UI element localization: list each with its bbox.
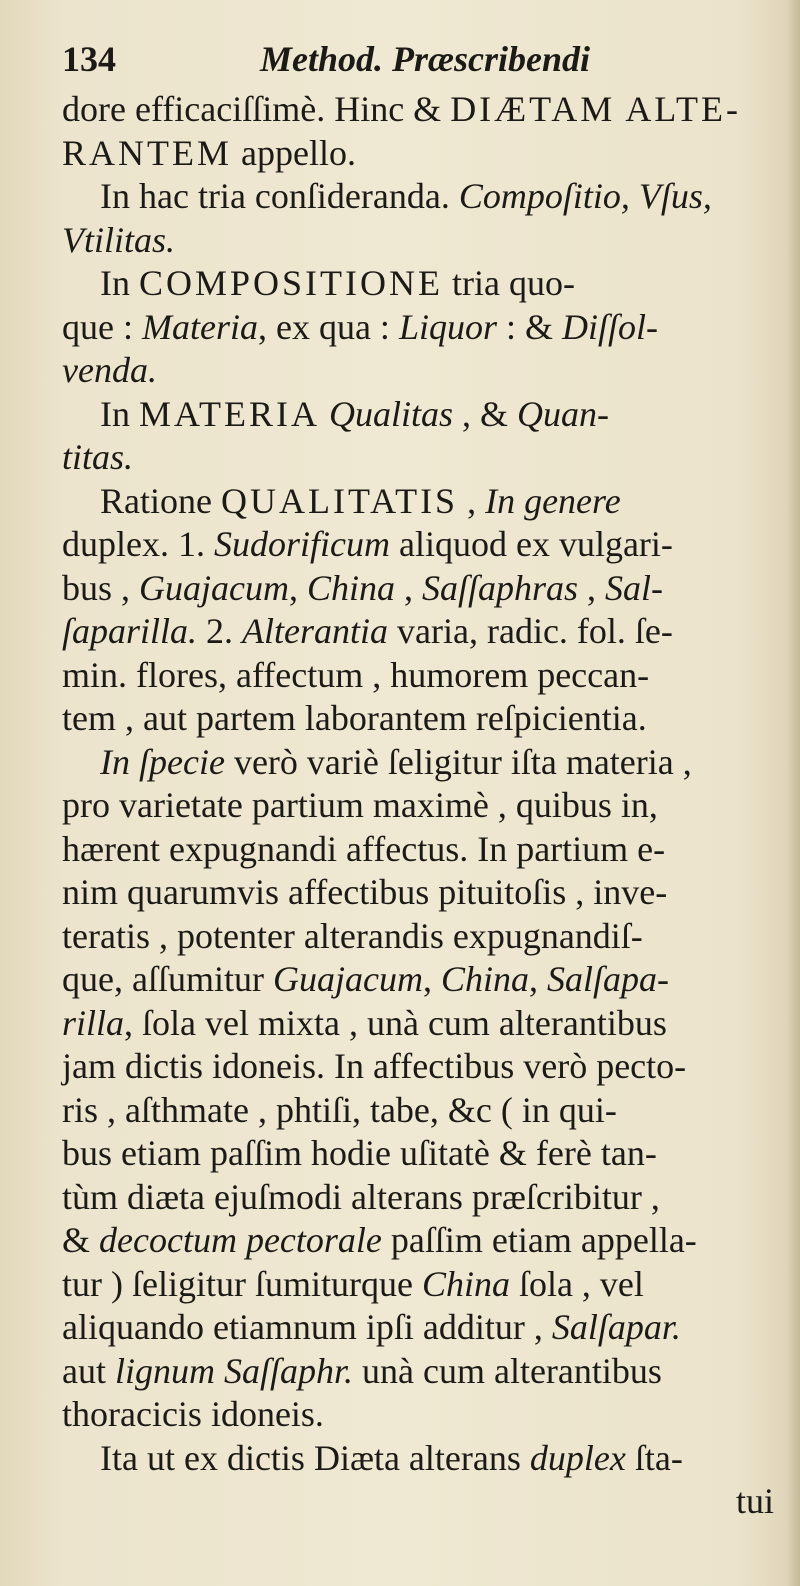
- text-run: COMPOSITIONE: [139, 263, 444, 303]
- text-line: [62, 219, 774, 263]
- text-run: Saſſaphras: [422, 567, 579, 608]
- text-line: [62, 958, 774, 1002]
- text-run: Liquor: [398, 306, 497, 347]
- text-run: ,: [458, 480, 486, 521]
- text-line: [62, 175, 774, 219]
- text-run: dore efficaciſſimè. Hinc &: [62, 89, 451, 129]
- text-line: [62, 828, 774, 872]
- text-run: duplex. 1.: [62, 524, 214, 564]
- text-line: [62, 1219, 774, 1263]
- text-run: : &: [496, 306, 562, 347]
- text-run: China: [421, 1263, 510, 1304]
- text-run: thoracicis idoneis.: [62, 1394, 324, 1434]
- page-number: 134: [62, 39, 116, 79]
- text-run: tui: [735, 1481, 774, 1521]
- text-run: RANTEM: [62, 132, 232, 173]
- text-line: [62, 480, 774, 524]
- text-run: lignum Saſſaphr.: [114, 1350, 354, 1391]
- text-run: duplex: [529, 1437, 626, 1478]
- text-line: [62, 567, 774, 611]
- text-run: China: [440, 959, 529, 999]
- text-line: [62, 1306, 774, 1350]
- running-title: Method. Præscribendi: [260, 39, 591, 79]
- text-run: paſſim etiam appella-: [381, 1220, 697, 1260]
- text-run: bus ,: [62, 567, 140, 608]
- text-run: jam dictis idoneis. In affectibus verò pecto-: [62, 1046, 687, 1086]
- text-line: [62, 1176, 774, 1220]
- text-run: Guajacum: [139, 567, 289, 608]
- text-run: ,: [578, 567, 606, 608]
- text-line: [62, 393, 774, 437]
- text-run: , ex qua :: [257, 306, 399, 347]
- text-run: ris , aſthmate , phtiſi, tabe, &c ( in qui-: [62, 1089, 617, 1130]
- text-run: aliquod ex vulgari-: [389, 524, 673, 564]
- text-run: aut: [62, 1350, 115, 1391]
- text-run: In genere: [485, 480, 621, 521]
- text-run: Sal-: [605, 567, 664, 608]
- text-run: Vtilitas.: [62, 219, 176, 260]
- text-run: Compoſitio, Vſus,: [458, 176, 712, 216]
- text-run: , &: [453, 393, 518, 434]
- text-run: bus etiam paſſim hodie uſitatè & ferè tan-: [62, 1133, 657, 1173]
- text-run: Quan-: [517, 393, 610, 434]
- text-run: titas.: [62, 437, 134, 477]
- text-line: [62, 1480, 774, 1524]
- body-text: [62, 88, 774, 1524]
- text-run: tria quo-: [443, 263, 575, 303]
- text-run: 2.: [197, 611, 243, 651]
- text-run: China: [307, 567, 396, 608]
- text-run: venda.: [62, 350, 157, 390]
- text-line: [62, 436, 774, 480]
- text-run: pro varietate partium maximè , quibus in,: [62, 785, 658, 825]
- text-run: , ſola vel mixta , unà cum alterantibus: [124, 1002, 667, 1043]
- text-run: Qualitas: [329, 393, 454, 434]
- text-run: rilla: [62, 1002, 125, 1043]
- text-run: &: [62, 1220, 100, 1260]
- text-run: decoctum pectorale: [99, 1220, 382, 1260]
- text-run: hærent expugnandi affectus. In partium e-: [62, 828, 666, 869]
- text-run: Ratione: [100, 480, 221, 521]
- text-run: Salſapa-: [546, 959, 669, 999]
- text-run: tem , aut partem laborantem reſpicientia.: [62, 698, 647, 738]
- text-run: que :: [62, 306, 142, 347]
- text-run: teratis , potenter alterandis expugnandiſ-: [62, 915, 643, 956]
- text-run: ,: [289, 567, 307, 608]
- text-run: tùm diæta ejuſmodi alterans præſcribitur ,: [62, 1176, 660, 1217]
- text-run: ,: [395, 567, 423, 608]
- text-line: [62, 349, 774, 393]
- text-line: [62, 610, 774, 654]
- text-line: [62, 306, 774, 350]
- text-run: Diſſol-: [562, 306, 658, 347]
- text-line: [62, 1045, 774, 1089]
- text-run: MATERIA: [139, 393, 320, 434]
- text-line: [62, 523, 774, 567]
- text-line: [62, 1393, 774, 1437]
- text-line: [62, 1350, 774, 1394]
- text-run: In ſpecie: [100, 741, 225, 782]
- text-run: verò variè ſeligitur iſta materia ,: [224, 741, 692, 782]
- text-line: [62, 784, 774, 828]
- text-run: ,: [528, 959, 547, 999]
- text-run: varia, radic. fol. ſe-: [388, 611, 673, 651]
- text-line: [62, 697, 774, 741]
- text-line: [62, 262, 774, 306]
- text-run: In hac tria conſideranda.: [100, 176, 459, 216]
- text-run: Alterantia: [242, 611, 389, 651]
- text-run: unà cum alterantibus: [353, 1350, 662, 1391]
- text-line: [62, 1263, 774, 1307]
- text-line: [62, 132, 774, 176]
- text-run: appello.: [232, 132, 356, 173]
- text-run: Salſapar.: [551, 1307, 681, 1347]
- text-line: [62, 1089, 774, 1133]
- text-run: QUALITATIS: [220, 480, 459, 521]
- text-run: ſta-: [625, 1437, 683, 1478]
- text-run: Materia: [141, 306, 258, 347]
- text-line: [62, 1002, 774, 1046]
- text-run: ſola , vel: [509, 1263, 644, 1304]
- text-line: [62, 915, 774, 959]
- text-line: [62, 1132, 774, 1176]
- text-run: Sudorificum: [213, 524, 390, 564]
- text-run: aliquando etiamnum ipſi additur ,: [62, 1307, 552, 1347]
- text-run: min. flores, affectum , humorem peccan-: [62, 654, 650, 695]
- running-head: [62, 38, 774, 88]
- text-run: In: [100, 393, 139, 434]
- text-run: ſaparilla.: [62, 611, 198, 651]
- text-line: [62, 741, 774, 785]
- text-line: [62, 871, 774, 915]
- text-run: que, aſſumitur: [62, 959, 273, 999]
- text-run: In: [100, 263, 139, 303]
- text-line: [62, 88, 774, 132]
- text-run: nim quarumvis affectibus pituitoſis , inve-: [62, 872, 668, 912]
- text-line: [62, 1437, 774, 1481]
- text-line: [62, 654, 774, 698]
- text-run: tur ) ſeligitur ſumiturque: [62, 1263, 422, 1304]
- text-run: ,: [422, 959, 441, 999]
- text-run: [320, 394, 329, 434]
- text-run: DIÆTAM ALTE-: [450, 89, 741, 129]
- text-run: Guajacum: [272, 959, 423, 999]
- page-edge-shadow: [786, 0, 800, 1586]
- text-run: Ita ut ex dictis Diæta alterans: [100, 1437, 530, 1478]
